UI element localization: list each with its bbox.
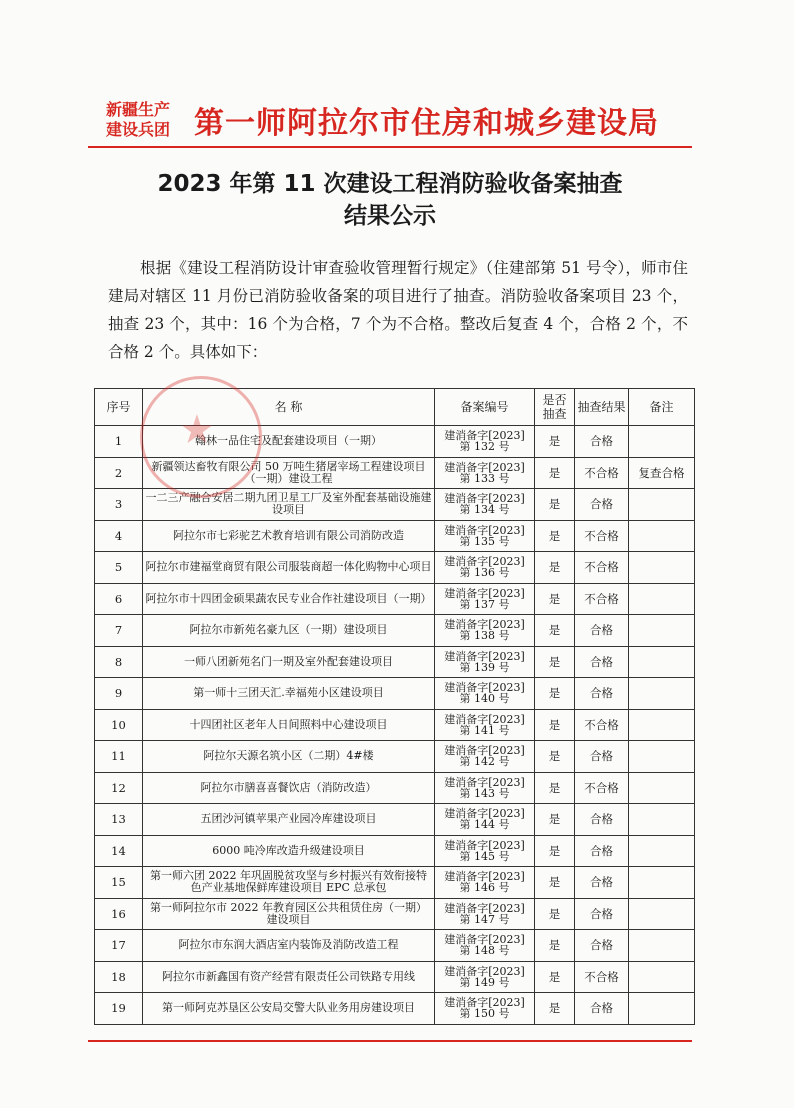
cell-result: 合格: [575, 646, 629, 678]
code-number: 第 135 号: [459, 534, 510, 548]
table-row: [95, 583, 695, 615]
org-short-name: [90, 100, 186, 140]
code-number: 第 143 号: [459, 786, 510, 800]
cell-sampled: 是: [535, 709, 575, 741]
cell-result: 合格: [575, 741, 629, 773]
cell-name: 一二三产融合安居二期九团卫星工厂及室外配套基础设施建设项目: [143, 489, 435, 521]
code-prefix: 建消备字[2023]: [444, 649, 525, 663]
cell-code: [435, 426, 535, 458]
seal-star-icon: ★: [179, 407, 215, 453]
letterhead: [90, 96, 690, 144]
cell-sampled: 是: [535, 489, 575, 521]
code-prefix: 建消备字[2023]: [444, 523, 525, 537]
code-number: 第 137 号: [459, 597, 510, 611]
cell-sampled: 是: [535, 552, 575, 584]
header-no: 序号: [95, 389, 143, 426]
cell-sampled: 是: [535, 993, 575, 1025]
table-row: [95, 804, 695, 836]
cell-code: [435, 457, 535, 489]
code-prefix: 建消备字[2023]: [444, 775, 525, 789]
cell-note: [629, 804, 695, 836]
cell-name: 十四团社区老年人日间照料中心建设项目: [143, 709, 435, 741]
cell-code: [435, 930, 535, 962]
org-short-line1: 新疆生产: [105, 100, 170, 119]
code-prefix: 建消备字[2023]: [444, 964, 525, 978]
code-number: 第 136 号: [459, 566, 510, 580]
table-row: [95, 520, 695, 552]
cell-sampled: 是: [535, 615, 575, 647]
cell-no: 19: [95, 993, 143, 1025]
header-result: 抽查结果: [575, 389, 629, 426]
code-number: 第 149 号: [459, 975, 510, 989]
cell-no: 3: [95, 489, 143, 521]
cell-code: [435, 678, 535, 710]
cell-no: 16: [95, 898, 143, 930]
table-row: [95, 457, 695, 489]
cell-code: [435, 520, 535, 552]
title-line2: 结果公示: [344, 203, 436, 229]
code-prefix: 建消备字[2023]: [444, 744, 525, 758]
cell-note: [629, 583, 695, 615]
table-row: [95, 678, 695, 710]
cell-name: 第一师十三团天汇.幸福苑小区建设项目: [143, 678, 435, 710]
cell-sampled: 是: [535, 457, 575, 489]
table-row: [95, 867, 695, 899]
cell-code: [435, 615, 535, 647]
cell-code: [435, 583, 535, 615]
cell-no: 8: [95, 646, 143, 678]
cell-note: [629, 426, 695, 458]
cell-name: 阿拉尔市东润大酒店室内装饰及消防改造工程: [143, 930, 435, 962]
cell-name: 第一师阿克苏垦区公安局交警大队业务用房建设项目: [143, 993, 435, 1025]
code-prefix: 建消备字[2023]: [444, 618, 525, 632]
header-divider: [88, 146, 692, 148]
code-prefix: 建消备字[2023]: [444, 933, 525, 947]
cell-result: 合格: [575, 835, 629, 867]
cell-no: 6: [95, 583, 143, 615]
cell-result: 不合格: [575, 583, 629, 615]
cell-note: [629, 741, 695, 773]
cell-code: [435, 961, 535, 993]
table-row: [95, 489, 695, 521]
cell-result: 合格: [575, 898, 629, 930]
org-main-name: 第一师阿拉尔市住房和城乡建设局: [194, 106, 659, 141]
cell-note: [629, 898, 695, 930]
cell-name: 一师八团新苑名门一期及室外配套建设项目: [143, 646, 435, 678]
code-prefix: 建消备字[2023]: [444, 492, 525, 506]
cell-note: [629, 615, 695, 647]
cell-result: 不合格: [575, 520, 629, 552]
cell-result: 不合格: [575, 552, 629, 584]
cell-note: [629, 772, 695, 804]
code-prefix: 建消备字[2023]: [444, 429, 525, 443]
code-number: 第 142 号: [459, 755, 510, 769]
cell-result: 不合格: [575, 961, 629, 993]
cell-no: 4: [95, 520, 143, 552]
cell-name: 新疆领达畜牧有限公司 50 万吨生猪屠宰场工程建设项目（一期）建设工程: [143, 457, 435, 489]
cell-no: 7: [95, 615, 143, 647]
footer-divider: [88, 1040, 692, 1042]
cell-note: 复查合格: [629, 457, 695, 489]
cell-no: 11: [95, 741, 143, 773]
cell-result: 合格: [575, 489, 629, 521]
code-prefix: 建消备字[2023]: [444, 712, 525, 726]
code-prefix: 建消备字[2023]: [444, 838, 525, 852]
cell-no: 9: [95, 678, 143, 710]
cell-no: 18: [95, 961, 143, 993]
cell-note: [629, 520, 695, 552]
org-short-line2: 建设兵团: [105, 120, 170, 139]
cell-code: [435, 552, 535, 584]
cell-name: 6000 吨冷库改造升级建设项目: [143, 835, 435, 867]
cell-code: [435, 993, 535, 1025]
cell-no: 14: [95, 835, 143, 867]
cell-code: [435, 835, 535, 867]
table-row: [95, 993, 695, 1025]
cell-note: [629, 993, 695, 1025]
cell-name: 阿拉尔市新苑名豪九区（一期）建设项目: [143, 615, 435, 647]
cell-no: 13: [95, 804, 143, 836]
cell-note: [629, 552, 695, 584]
cell-name: 阿拉尔市七彩驼艺术教育培训有限公司消防改造: [143, 520, 435, 552]
table-row: [95, 898, 695, 930]
code-prefix: 建消备字[2023]: [444, 586, 525, 600]
cell-note: [629, 709, 695, 741]
code-number: 第 145 号: [459, 849, 510, 863]
title-line1: 2023 年第 11 次建设工程消防验收备案抽查: [157, 171, 623, 197]
cell-sampled: 是: [535, 867, 575, 899]
code-number: 第 144 号: [459, 818, 510, 832]
code-prefix: 建消备字[2023]: [444, 996, 525, 1010]
cell-no: 1: [95, 426, 143, 458]
cell-code: [435, 646, 535, 678]
table-row: [95, 552, 695, 584]
header-sampled: 是否抽查: [535, 389, 575, 426]
cell-name: 阿拉尔天源名筑小区（二期）4#楼: [143, 741, 435, 773]
header-note: 备注: [629, 389, 695, 426]
cell-no: 10: [95, 709, 143, 741]
cell-result: 合格: [575, 804, 629, 836]
cell-sampled: 是: [535, 678, 575, 710]
cell-sampled: 是: [535, 741, 575, 773]
cell-note: [629, 489, 695, 521]
cell-result: 合格: [575, 930, 629, 962]
cell-result: 不合格: [575, 772, 629, 804]
cell-no: 17: [95, 930, 143, 962]
cell-code: [435, 867, 535, 899]
cell-sampled: 是: [535, 520, 575, 552]
code-number: 第 133 号: [459, 471, 510, 485]
table-row: [95, 772, 695, 804]
cell-note: [629, 867, 695, 899]
cell-name: 五团沙河镇苹果产业园冷库建设项目: [143, 804, 435, 836]
cell-note: [629, 835, 695, 867]
cell-name: 第一师阿拉尔市 2022 年教育园区公共租赁住房（一期）建设项目: [143, 898, 435, 930]
code-prefix: 建消备字[2023]: [444, 681, 525, 695]
code-prefix: 建消备字[2023]: [444, 901, 525, 915]
code-number: 第 132 号: [459, 440, 510, 454]
cell-sampled: 是: [535, 835, 575, 867]
cell-name: 阿拉尔市膳喜喜餐饮店（消防改造）: [143, 772, 435, 804]
code-number: 第 138 号: [459, 629, 510, 643]
cell-no: 2: [95, 457, 143, 489]
cell-name: 阿拉尔市建福堂商贸有限公司服装商超一体化购物中心项目: [143, 552, 435, 584]
table-row: [95, 930, 695, 962]
cell-name: 第一师六团 2022 年巩固脱贫攻坚与乡村振兴有效衔接特色产业基地保鲜库建设项目 EPC 总承包: [143, 867, 435, 899]
cell-name: 阿拉尔市十四团金硕果蔬农民专业合作社建设项目（一期）: [143, 583, 435, 615]
cell-result: 合格: [575, 993, 629, 1025]
header-name: 名 称: [143, 389, 435, 426]
document-title: [90, 168, 690, 232]
cell-sampled: 是: [535, 772, 575, 804]
cell-code: [435, 898, 535, 930]
cell-sampled: 是: [535, 930, 575, 962]
cell-result: 合格: [575, 678, 629, 710]
cell-no: 15: [95, 867, 143, 899]
code-number: 第 148 号: [459, 944, 510, 958]
code-number: 第 150 号: [459, 1007, 510, 1021]
code-prefix: 建消备字[2023]: [444, 870, 525, 884]
cell-result: 不合格: [575, 457, 629, 489]
table-header-row: [95, 389, 695, 426]
cell-note: [629, 930, 695, 962]
code-prefix: 建消备字[2023]: [444, 460, 525, 474]
cell-no: 5: [95, 552, 143, 584]
cell-sampled: 是: [535, 583, 575, 615]
table-row: [95, 646, 695, 678]
code-prefix: 建消备字[2023]: [444, 807, 525, 821]
intro-paragraph: 根据《建设工程消防设计审查验收管理暂行规定》（住建部第 51 号令），师市住建局对辖区 11 月份已消防验收备案的项目进行了抽查。消防验收备案项目 23 个，抽查 23 个，其中：16 个为合格，7 个为不合格。整改后复查 4 个，合格 2 个，不合格 2 个。具体如下：: [108, 259, 688, 361]
code-number: 第 141 号: [459, 723, 510, 737]
result-table: [94, 388, 695, 1025]
cell-note: [629, 678, 695, 710]
table-row: [95, 961, 695, 993]
table-row: [95, 426, 695, 458]
header-code: 备案编号: [435, 389, 535, 426]
cell-result: 不合格: [575, 709, 629, 741]
code-number: 第 134 号: [459, 503, 510, 517]
code-number: 第 146 号: [459, 881, 510, 895]
cell-code: [435, 489, 535, 521]
cell-result: 合格: [575, 867, 629, 899]
cell-result: 合格: [575, 426, 629, 458]
code-prefix: 建消备字[2023]: [444, 555, 525, 569]
code-number: 第 140 号: [459, 692, 510, 706]
cell-code: [435, 772, 535, 804]
cell-sampled: 是: [535, 646, 575, 678]
table-row: [95, 741, 695, 773]
table-row: [95, 615, 695, 647]
cell-code: [435, 804, 535, 836]
cell-sampled: 是: [535, 426, 575, 458]
code-number: 第 147 号: [459, 912, 510, 926]
cell-note: [629, 646, 695, 678]
table-row: [95, 709, 695, 741]
cell-code: [435, 741, 535, 773]
cell-sampled: 是: [535, 804, 575, 836]
table-row: [95, 835, 695, 867]
cell-name: 翰林一品住宅及配套建设项目（一期）: [143, 426, 435, 458]
cell-no: 12: [95, 772, 143, 804]
cell-note: [629, 961, 695, 993]
cell-code: [435, 709, 535, 741]
cell-sampled: 是: [535, 898, 575, 930]
cell-result: 合格: [575, 615, 629, 647]
code-number: 第 139 号: [459, 660, 510, 674]
cell-sampled: 是: [535, 961, 575, 993]
cell-name: 阿拉尔市新鑫国有资产经营有限责任公司铁路专用线: [143, 961, 435, 993]
